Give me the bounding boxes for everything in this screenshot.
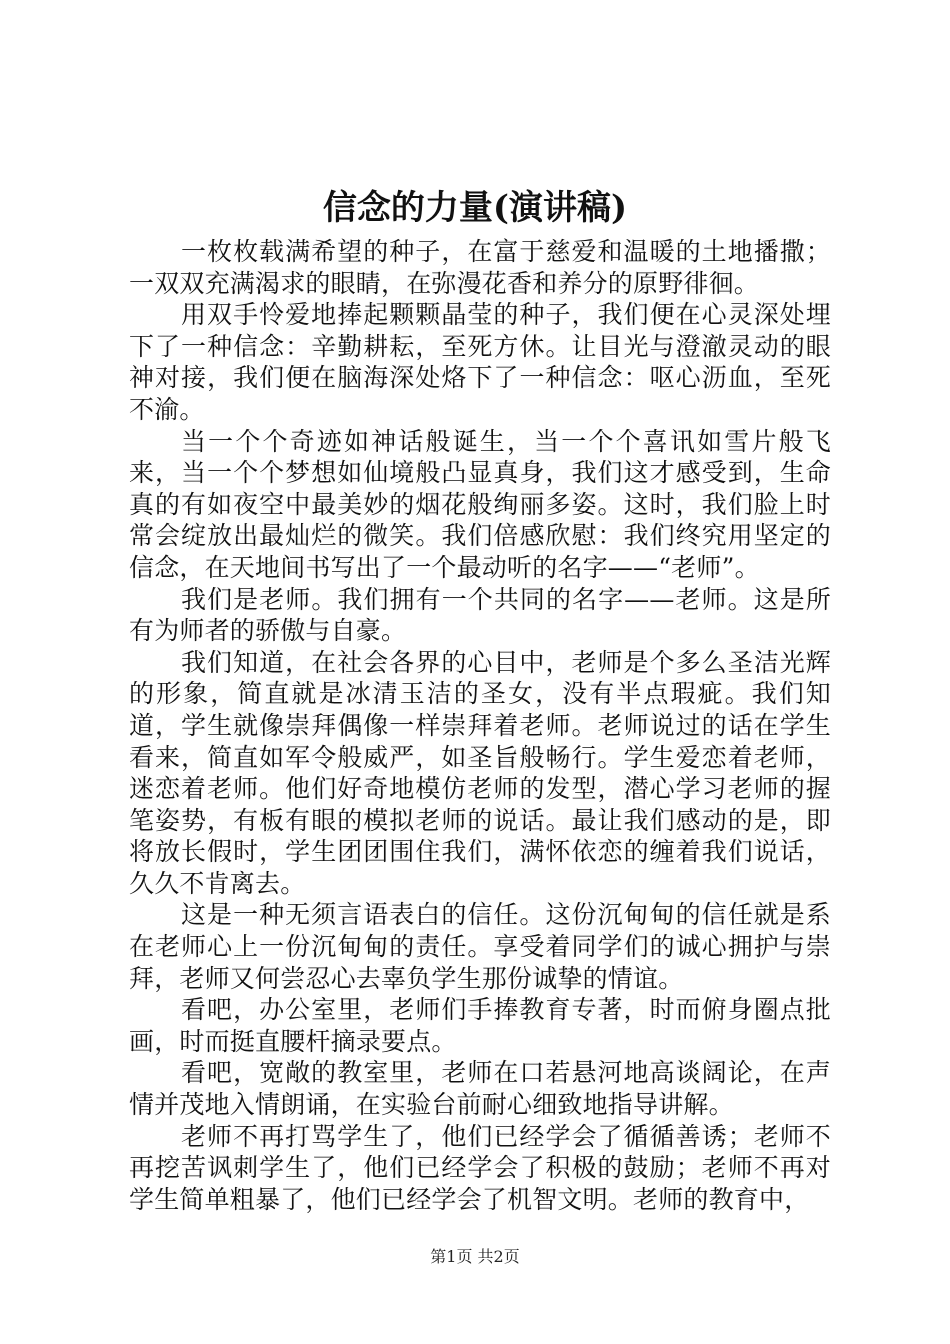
- paragraph: 看吧，宽敞的教室里，老师在口若悬河地高谈阔论，在声情并茂地入情朗诵，在实验台前耐心细致地指导讲解。: [129, 1058, 831, 1120]
- paragraph: 一枚枚载满希望的种子，在富于慈爱和温暖的土地播撒；一双双充满渴求的眼睛，在弥漫花香和养分的原野徘徊。: [129, 237, 831, 298]
- paragraph: 我们知道，在社会各界的心目中，老师是个多么圣洁光辉的形象，简直就是冰清玉洁的圣女，没有半点瑕疵。我们知道，学生就像崇拜偶像一样崇拜着老师。老师说过的话在学生看来，简直如军令般威严，如圣旨般畅行。学生爱恋着老师，迷恋着老师。他们好奇地模仿老师的发型，潜心学习老师的握笔姿势，有板有眼的模拟老师的说话。最让我们感动的是，即将放长假时，学生团团围住我们，满怀依恋的缠着我们说话，久久不肯离去。: [129, 647, 831, 898]
- paragraph: 当一个个奇迹如神话般诞生，当一个个喜讯如雪片般飞来，当一个个梦想如仙境般凸显真身，我们这才感受到，生命真的有如夜空中最美妙的烟花般绚丽多姿。这时，我们脸上时常会绽放出最灿烂的微笑。我们倍感欣慰：我们终究用坚定的信念，在天地间书写出了一个最动听的名字——“老师”。: [129, 426, 831, 582]
- document-title: 信念的力量(演讲稿): [322, 188, 628, 228]
- page-number-footer: 第1页 共2页: [430, 1247, 520, 1266]
- document-body: [129, 236, 831, 1215]
- paragraph: 老师不再打骂学生了，他们已经学会了循循善诱；老师不再挖苦讽刺学生了，他们已经学会了积极的鼓励；老师不再对学生简单粗暴了，他们已经学会了机智文明。老师的教育中，: [129, 1121, 831, 1214]
- paragraph: 这是一种无须言语表白的信任。这份沉甸甸的信任就是系在老师心上一份沉甸甸的责任。享受着同学们的诚心拥护与崇拜，老师又何尝忍心去辜负学生那份诚挚的情谊。: [129, 900, 831, 993]
- paragraph: 用双手怜爱地捧起颗颗晶莹的种子，我们便在心灵深处埋下了一种信念：辛勤耕耘，至死方休。让目光与澄澈灵动的眼神对接，我们便在脑海深处烙下了一种信念：呕心沥血，至死不渝。: [129, 300, 831, 424]
- paragraph: 看吧，办公室里，老师们手捧教育专著，时而俯身圈点批画，时而挺直腰杆摘录要点。: [129, 995, 831, 1056]
- paragraph: 我们是老师。我们拥有一个共同的名字——老师。这是所有为师者的骄傲与自豪。: [129, 584, 831, 646]
